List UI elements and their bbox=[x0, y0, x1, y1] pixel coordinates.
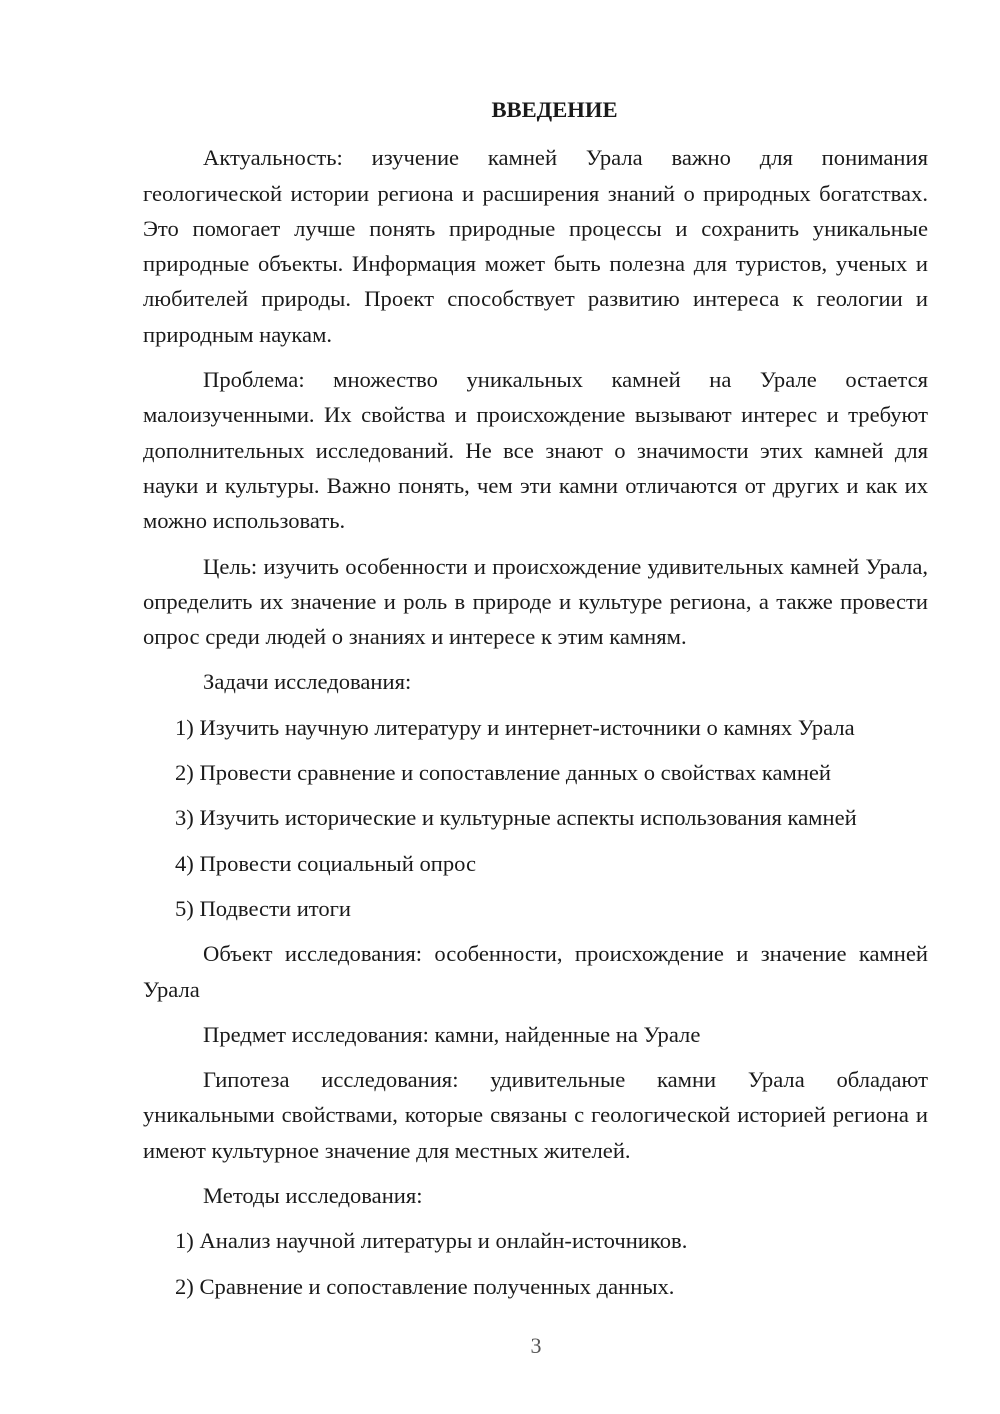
list-item: 5) Подвести итоги bbox=[175, 895, 352, 921]
methods-list bbox=[143, 1223, 928, 1304]
hypothesis-paragraph: Гипотеза исследования: удивительные камни Урала обладают уникальными свойствами, которые связаны с геологической историей региона и имеют культурное значение для местных жителей. bbox=[143, 1067, 928, 1163]
list-item: 1) Изучить научную литературу и интернет-источники о камнях Урала bbox=[175, 714, 855, 740]
relevance-paragraph: Актуальность: изучение камней Урала важно для понимания геологической истории региона и расширения знаний о природных богатствах. Это помогает лучше понять природные процессы и сохранить уникальные природные объекты. Информация может быть полезна для туристов, ученых и любителей природы. Проект способствует развитию интереса к геологии и природным наукам. bbox=[143, 145, 928, 347]
methods-heading: Методы исследования: bbox=[203, 1183, 423, 1209]
subject-paragraph: Предмет исследования: камни, найденные на Урале bbox=[203, 1021, 701, 1047]
section-title: ВВЕДЕНИЕ bbox=[491, 97, 618, 122]
tasks-heading: Задачи исследования: bbox=[203, 669, 412, 695]
tasks-list bbox=[143, 710, 928, 926]
page-number: 3 bbox=[530, 1333, 542, 1358]
list-item: 3) Изучить исторические и культурные аспекты использования камней bbox=[175, 805, 857, 831]
list-item: 1) Анализ научной литературы и онлайн-источников. bbox=[175, 1228, 688, 1254]
list-item: 4) Провести социальный опрос bbox=[175, 850, 477, 876]
list-item: 2) Сравнение и сопоставление полученных данных. bbox=[175, 1273, 675, 1299]
goal-paragraph: Цель: изучить особенности и происхождение удивительных камней Урала, определить их значение и роль в природе и культуре региона, а также провести опрос среди людей о знаниях и интересе к этим камням. bbox=[143, 553, 928, 650]
document-body bbox=[143, 92, 928, 1304]
problem-paragraph: Проблема: множество уникальных камней на Урале остается малоизученными. Их свойства и происхождение вызывают интерес и требуют дополнительных исследований. Не все знают о значимости этих камней для науки и культуры. Важно понять, чем эти камни отличаются от других и как их можно использовать. bbox=[143, 367, 928, 534]
list-item: 2) Провести сравнение и сопоставление данных о свойствах камней bbox=[175, 760, 832, 786]
object-paragraph: Объект исследования: особенности, происхождение и значение камней Урала bbox=[143, 941, 928, 1002]
